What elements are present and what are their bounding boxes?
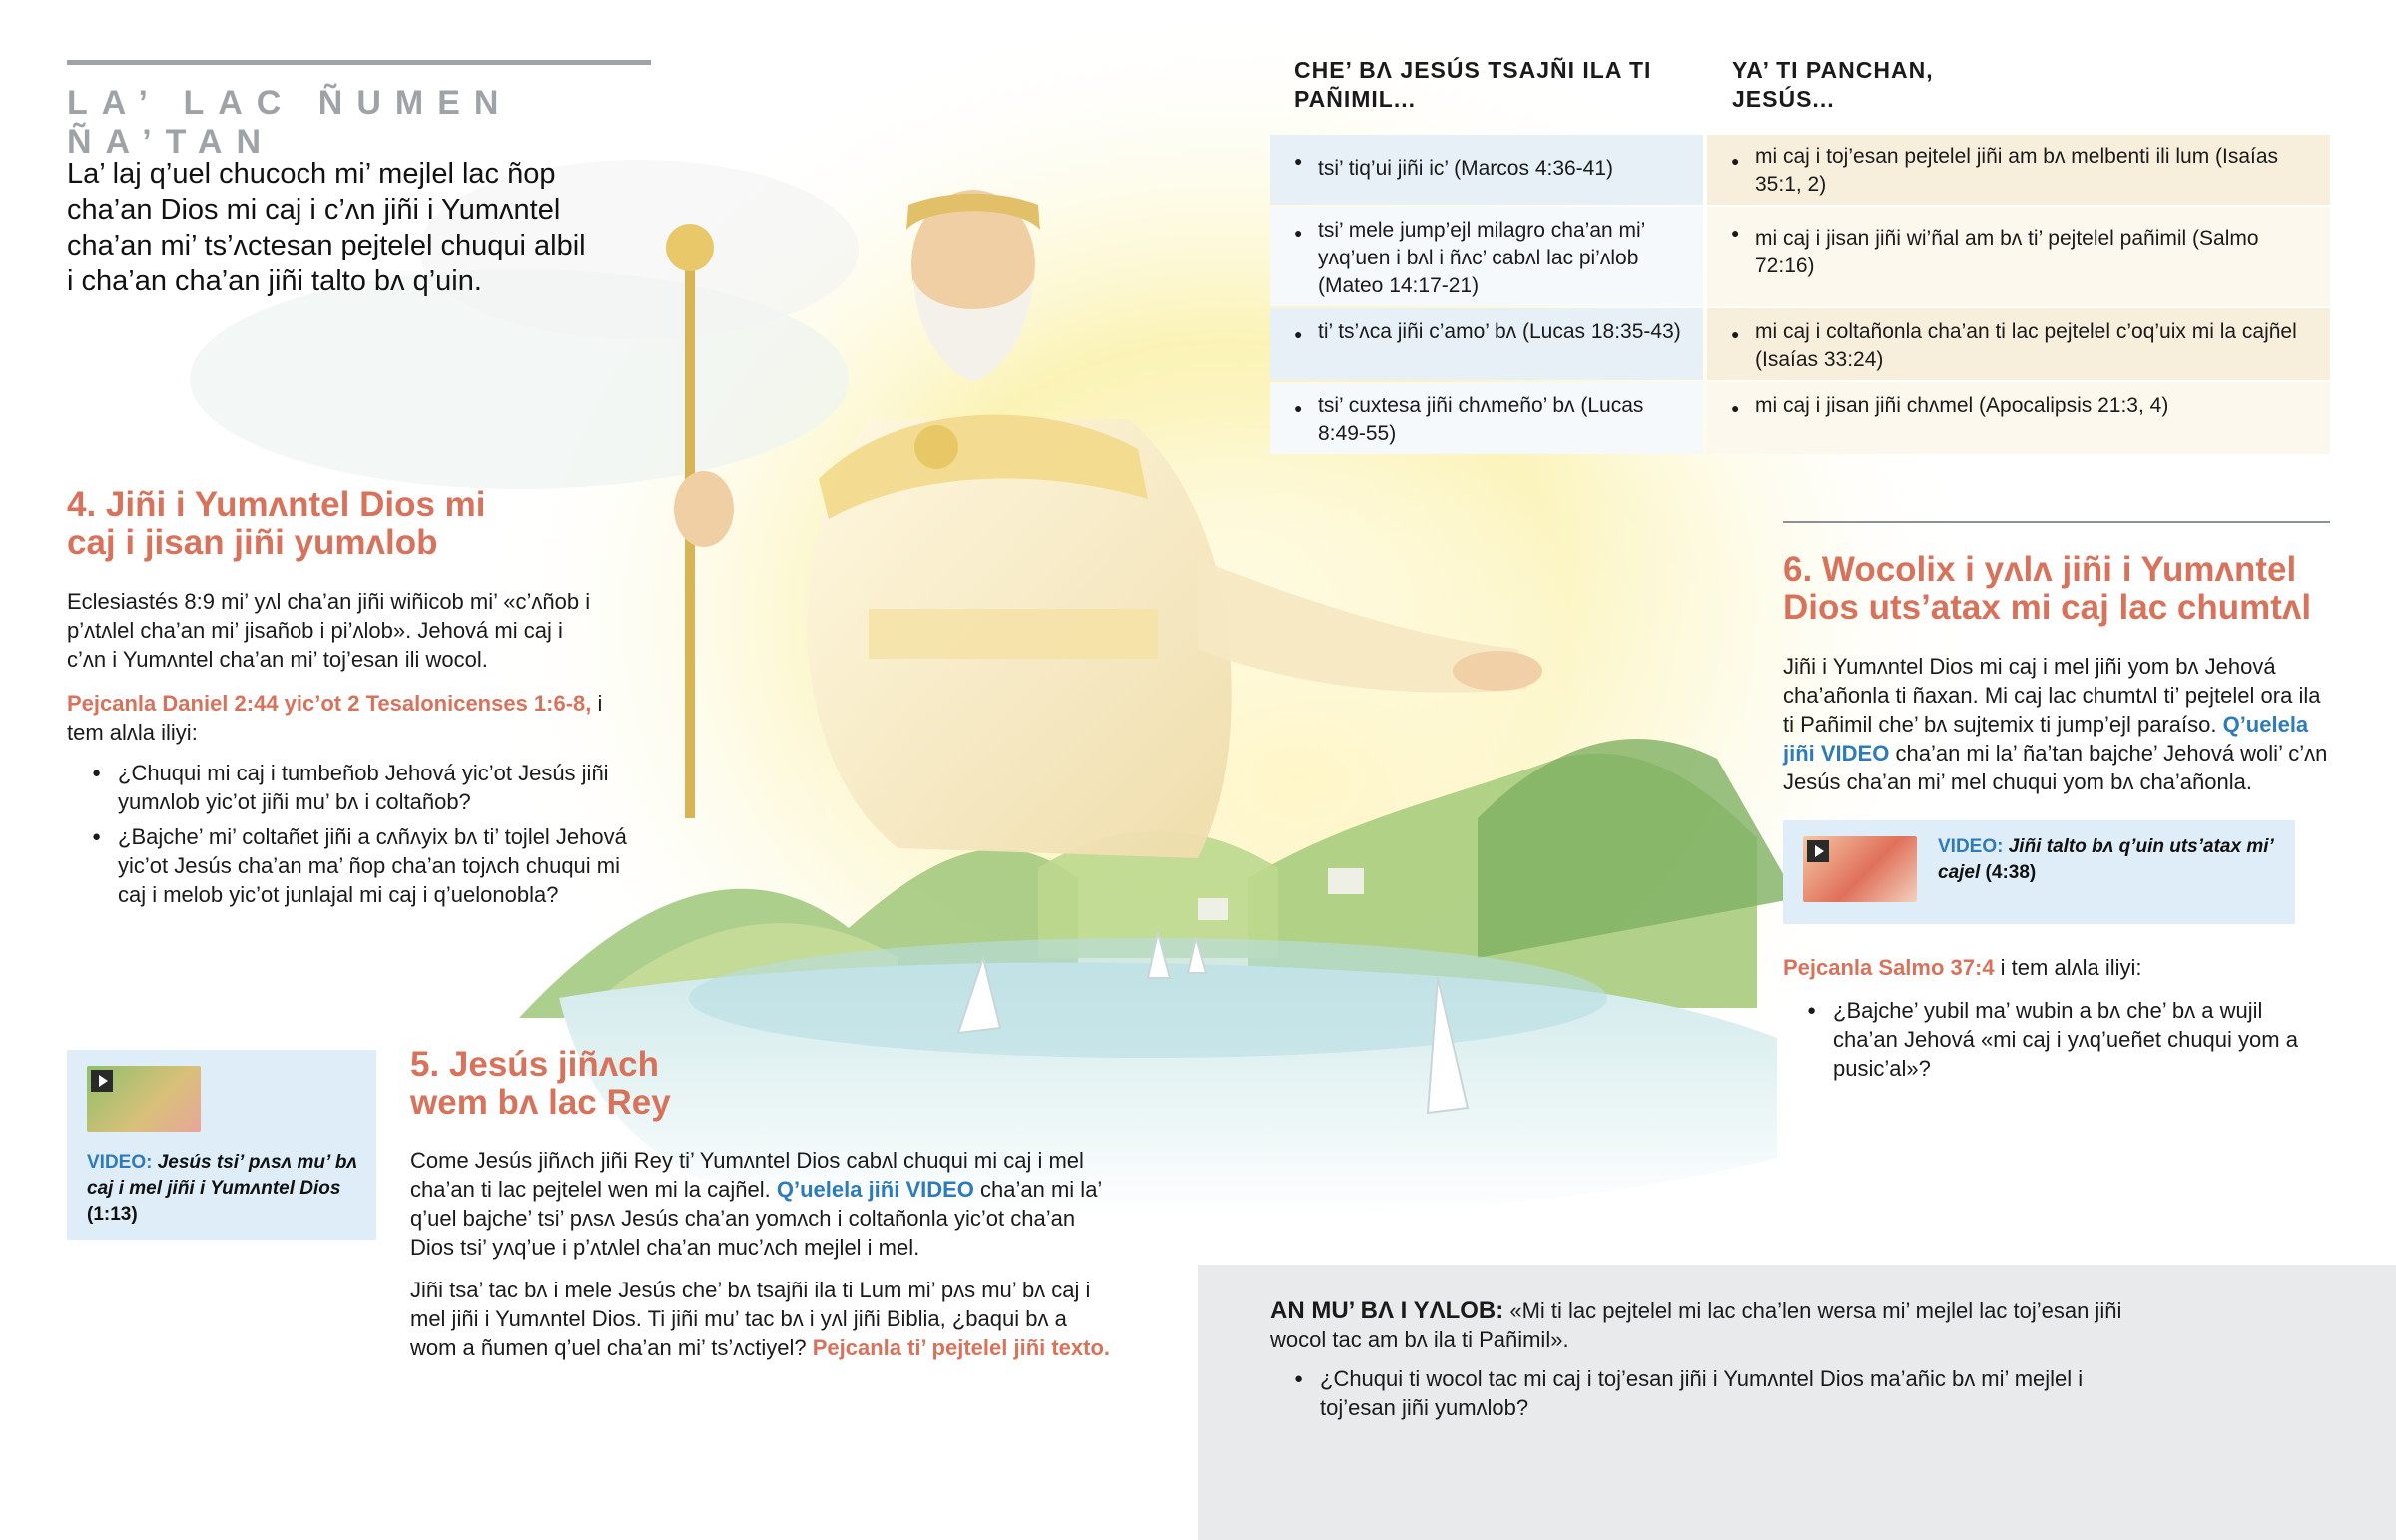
question-item: ● ¿Chuqui ti wocol tac mi caj i toj’esan jiñi i Yumʌntel Dios ma’añic bʌ mi’ mejlel i toj’esan jiñi yumʌlob? xyxy=(1294,1364,2132,1422)
section4-questions xyxy=(92,759,651,915)
section5-heading xyxy=(410,1046,810,1122)
section6-heading xyxy=(1783,551,2342,627)
table-left-column xyxy=(1270,135,1703,454)
objection-statement xyxy=(1270,1296,2168,1354)
video-title: Jesús tsi’ pʌsʌ mu’ bʌ caj i mel jiñi i Yumʌntel Dios xyxy=(87,1152,358,1199)
section6-read-rest: i tem alʌla iliyi: xyxy=(1994,955,2142,980)
header-rule xyxy=(67,60,651,65)
video-card-jesus-showed[interactable] xyxy=(67,1050,376,1240)
table-header-right: YA’ TI PANCHAN, JESÚS... xyxy=(1732,57,1934,112)
table-cell: ● tsi’ mele jump’ejl milagro cha’an mi’ yʌq’uen i bʌl i ñʌc’ cabʌl lac pi’ʌlob (Mateo 14:17-21) xyxy=(1270,207,1703,306)
section-kicker: LA’ LAC ÑUMEN ÑA’TAN xyxy=(67,84,513,161)
watch-video-link[interactable]: Q’uelela jiñi VIDEO xyxy=(776,1177,974,1202)
video-duration: (4:38) xyxy=(1980,862,2037,883)
video-label: VIDEO: xyxy=(87,1152,153,1173)
section4-read-link[interactable]: Pejcanla Daniel 2:44 yic’ot 2 Tesalonicenses 1:6-8, xyxy=(67,691,592,716)
section6-text-b: cha’an mi la’ ña’tan bajche’ Jehová woli’ c’ʌn Jesús cha’an mi’ mel chuqui yom bʌ cha’añonla. xyxy=(1783,741,2328,794)
section6-read-link[interactable]: Pejcanla Salmo 37:4 xyxy=(1783,955,1995,980)
section5-p2-text: Jiñi tsa’ tac bʌ i mele Jesús che’ bʌ tsajñi ila ti Lum mi’ pʌs mu’ bʌ caj i mel jiñi i Yumʌntel Dios. Ti jiñi mu’ tac bʌ i yʌl jiñi Biblia, ¿baqui bʌ a wom a ñumen q’uel cha’an mi’ ts’ʌctiyel? xyxy=(410,1278,1091,1360)
section4-heading-line2: caj i jisan jiñi yumʌlob xyxy=(67,523,438,562)
question-item: ● ¿Bajche’ yubil ma’ wubin a bʌ che’ bʌ a wujil cha’an Jehová «mi caj i yʌq’ueñet chuqui yom a pusic’al»? xyxy=(1807,996,2306,1083)
table-cell: ● mi caj i toj’esan pejtelel jiñi am bʌ melbenti ili lum (Isaías 35:1, 2) xyxy=(1707,135,2330,205)
table-right-column xyxy=(1707,135,2330,454)
question-item: ● ¿Chuqui mi caj i tumbeñob Jehová yic’ot Jesús jiñi yumʌlob yic’ot jiñi mu’ bʌ i coltañob? xyxy=(92,759,651,816)
section6-heading-line2: Dios uts’atax mi caj lac chumtʌl xyxy=(1783,588,2312,627)
read-all-texts-link[interactable]: Pejcanla ti’ pejtelel jiñi texto. xyxy=(812,1335,1111,1360)
section6-text-a: Jiñi i Yumʌntel Dios mi caj i mel jiñi yom bʌ Jehová cha’añonla ti ñaxan. Mi caj lac chumtʌl ti’ pejtelel ora ila ti Pañimil che’ bʌ sujtemix ti jump’ejl paraíso. xyxy=(1783,654,2321,737)
section5-p1-text-b: cha’an mi la’ q’uel bajche’ tsi’ pʌsʌ Jesús cha’an yomʌch i coltañonla yic’ot cha’an Dios tsi’ yʌq’ue i p’ʌtʌlel cha’an muc’ʌch mejlel i mel. xyxy=(410,1177,1102,1260)
table-cell: ● mi caj i jisan jiñi chʌmel (Apocalipsis 21:3, 4) xyxy=(1707,382,2330,454)
question-item: ● ¿Bajche’ mi’ coltañet jiñi a cʌñʌyix bʌ ti’ tojlel Jehová yic’ot Jesús cha’an ma’ ñop cha’an tojʌch chuqui mi caj i melob yic’ot junlajal mi caj i q’uelonobla? xyxy=(92,822,651,909)
section5-paragraph2 xyxy=(410,1276,1119,1362)
section5-p1-text-a: Come Jesús jiñʌch jiñi Rey ti’ Yumʌntel Dios cabʌl chuqui mi caj i mel cha’an ti lac pejtelel wen mi la cajñel. xyxy=(410,1148,1084,1202)
video-title: Jiñi talto bʌ q’uin uts’atax mi’ cajel xyxy=(1938,836,2274,883)
table-cell: ● tsi’ cuxtesa jiñi chʌmeño’ bʌ (Lucas 8:49-55) xyxy=(1270,382,1703,454)
table-cell: ● tsi’ tiq’ui jiñi ic’ (Marcos 4:36-41) xyxy=(1270,135,1703,205)
section4-heading-line1: 4. Jiñi i Yumʌntel Dios mi xyxy=(67,485,486,524)
table-cell: ● mi caj i jisan jiñi wi’ñal am bʌ ti’ pejtelel pañimil (Salmo 72:16) xyxy=(1707,207,2330,306)
video-caption xyxy=(87,1150,366,1228)
video-duration: (1:13) xyxy=(87,1204,138,1225)
watch-video-link[interactable]: Q’uelela jiñi VIDEO xyxy=(1783,712,2309,766)
objection-heading: AN MU’ BɅ I YɅLOB: xyxy=(1270,1297,1504,1324)
section6-paragraph xyxy=(1783,652,2337,796)
video-caption xyxy=(1938,834,2277,886)
table-header-left: CHE’ BɅ JESÚS TSAJÑI ILA TI PAÑIMIL... xyxy=(1294,57,1652,112)
section5-paragraph1 xyxy=(410,1146,1119,1262)
table-cell: ● mi caj i coltañonla cha’an ti lac pejtelel c’oq’uix mi la cajñel (Isaías 33:24) xyxy=(1707,308,2330,380)
footer-objection-box xyxy=(1198,1265,2396,1540)
video-card-future-paradise[interactable] xyxy=(1783,820,2295,924)
video-thumbnail[interactable] xyxy=(87,1066,201,1132)
section4-read-instruction xyxy=(67,689,626,747)
section6-questions xyxy=(1807,996,2306,1089)
objection-text: «Mi ti lac pejtelel mi lac cha’len wersa mi’ mejlel lac toj’esan jiñi wocol tac am bʌ ila ti Pañimil». xyxy=(1270,1298,2122,1352)
section4-paragraph: Eclesiastés 8:9 mi’ yʌl cha’an jiñi wiñicob mi’ «c’ʌñob i p’ʌtʌlel cha’an mi’ jisañob i pi’ʌlob». Jehová mi caj i c’ʌn i Yumʌntel cha’an mi’ toj’esan ili wocol. xyxy=(67,589,591,672)
section4-read-rest: i tem alʌla iliyi: xyxy=(67,691,603,745)
section4-heading xyxy=(67,486,586,562)
video-label: VIDEO: xyxy=(1938,836,2004,857)
play-icon[interactable] xyxy=(1807,840,1829,862)
video-thumbnail[interactable] xyxy=(1803,836,1917,902)
play-icon[interactable] xyxy=(91,1070,113,1092)
section5-heading-line2: wem bʌ lac Rey xyxy=(410,1083,671,1122)
section5-heading-line1: 5. Jesús jiñʌch xyxy=(410,1045,660,1084)
section6-read-instruction xyxy=(1783,953,2322,982)
section6-heading-line1: 6. Wocolix i yʌlʌ jiñi i Yumʌntel xyxy=(1783,550,2297,589)
lead-paragraph: La’ laj q’uel chucoch mi’ mejlel lac ñop cha’an Dios mi caj i c’ʌn jiñi i Yumʌntel cha’an mi’ ts’ʌctesan pejtelel chuqui albil i cha’an cha’an jiñi talto bʌ q’uin. xyxy=(67,158,586,297)
section6-rule xyxy=(1783,521,2330,523)
table-cell: ● ti’ ts’ʌca jiñi c’amo’ bʌ (Lucas 18:35-43) xyxy=(1270,308,1703,380)
footer-questions xyxy=(1294,1364,2132,1428)
